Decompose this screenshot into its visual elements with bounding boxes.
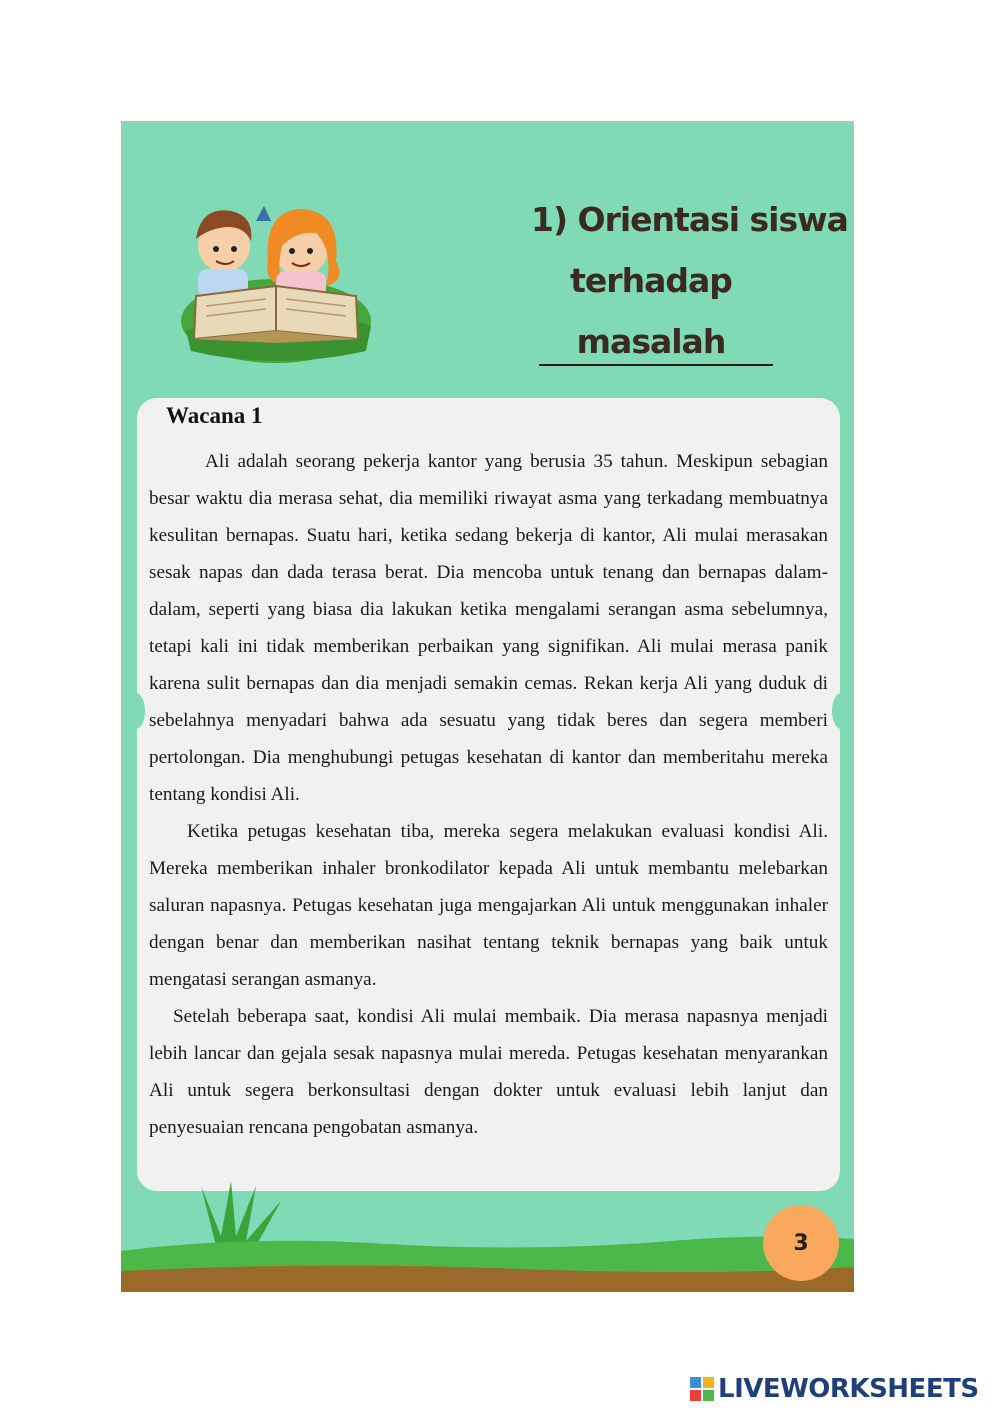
- title-underline: [539, 364, 773, 366]
- panel-notch: [832, 693, 850, 729]
- section-title: [531, 189, 848, 372]
- passage-text: [149, 443, 828, 1146]
- liveworksheets-logo-icon: [690, 1377, 714, 1401]
- passage-title: Wacana 1: [166, 403, 263, 428]
- page-number-badge: 3: [763, 1205, 839, 1281]
- passage-paragraph: Ali adalah seorang pekerja kantor yang berusia 35 tahun. Meskipun sebagian besar waktu dia merasa sehat, dia memiliki riwayat asma yang terkadang membuatnya kesulitan bernapas. Suatu hari, ketika sedang bekerja di kantor, Ali mulai merasakan sesak napas dan dada terasa berat. Dia mencoba untuk tenang dan bernapas dalam-dalam, seperti yang biasa dia lakukan ketika mengalami serangan asma sebelumnya, tetapi kali ini tidak memberikan perbaikan yang signifikan. Ali mulai merasa panik karena sulit bernapas dan dia menjadi semakin cemas. Rekan kerja Ali yang duduk di sebelahnya menyadari bahwa ada sesuatu yang tidak beres dan segera memberi pertolongan. Dia menghubungi petugas kesehatan di kantor dan memberitahu mereka tentang kondisi Ali.: [149, 451, 828, 805]
- passage-paragraph: Setelah beberapa saat, kondisi Ali mulai membaik. Dia merasa napasnya menjadi lebih lancar dan gejala sesak napasnya mulai mereda. Petugas kesehatan menyarankan Ali untuk segera berkonsultasi dengan dokter untuk evaluasi lebih lanjut dan penyesuaian rencana pengobatan asmanya.: [149, 1006, 828, 1138]
- section-title-line: terhadap: [570, 261, 732, 300]
- liveworksheets-watermark[interactable]: [690, 1372, 979, 1406]
- panel-notch: [127, 693, 145, 729]
- children-reading-book-illustration: [176, 191, 376, 366]
- worksheet-page: [121, 121, 854, 1292]
- grass-tuft-icon: [201, 1181, 281, 1246]
- watermark-text: LIVEWORKSHEETS: [718, 1374, 979, 1404]
- passage-paragraph: Ketika petugas kesehatan tiba, mereka segera melakukan evaluasi kondisi Ali. Mereka memberikan inhaler bronkodilator kepada Ali untuk membantu melebarkan saluran napasnya. Petugas kesehatan juga mengajarkan Ali untuk menggunakan inhaler dengan benar dan memberikan nasihat tentang teknik bernapas yang baik untuk mengatasi serangan asmanya.: [149, 821, 828, 990]
- section-title-line: 1) Orientasi siswa: [531, 200, 848, 239]
- section-title-line: masalah: [576, 322, 726, 361]
- grass-ground: [121, 1181, 854, 1292]
